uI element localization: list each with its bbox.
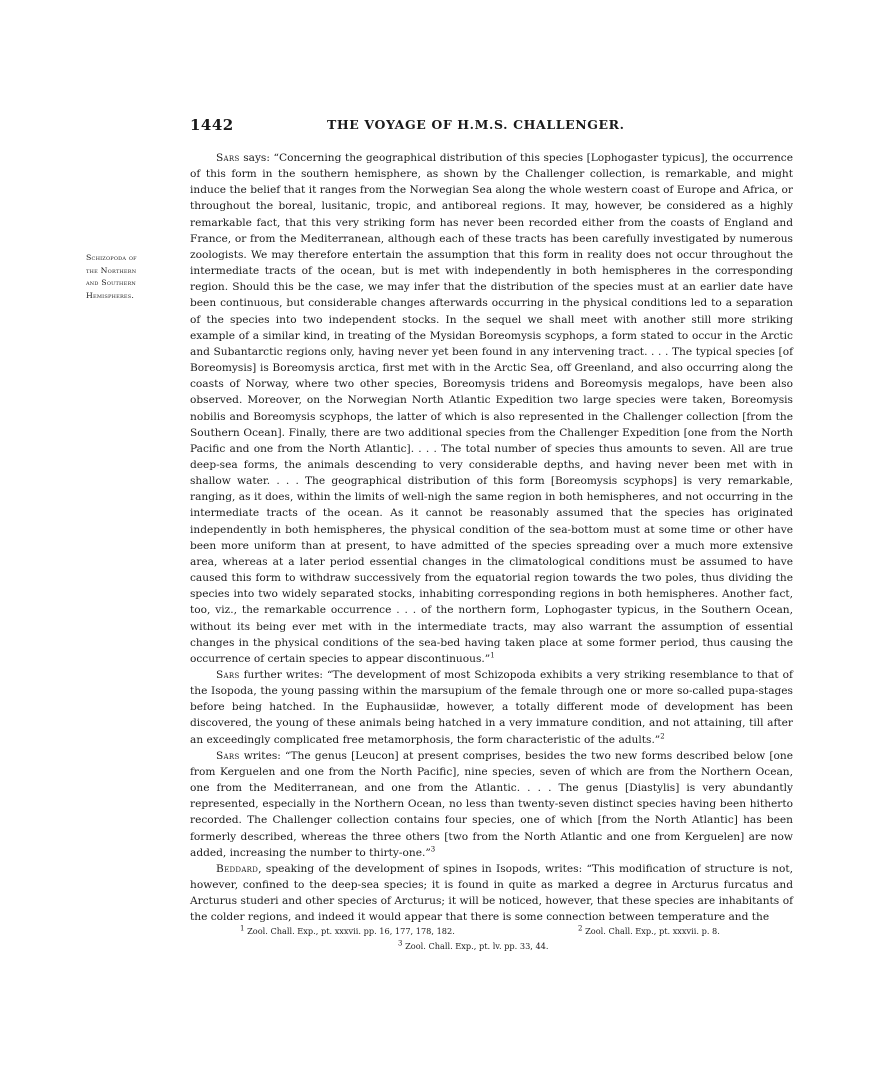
footnote	[398, 939, 549, 954]
footnote-mark: 3	[398, 939, 403, 948]
cited-author: Sars	[216, 152, 240, 164]
footnote-ref[interactable]: 2	[660, 732, 665, 741]
footnote-row	[190, 939, 793, 954]
running-title: THE VOYAGE OF H.M.S. CHALLENGER.	[327, 117, 625, 132]
paragraph	[190, 861, 793, 926]
footnotes	[190, 924, 793, 954]
footnote	[578, 924, 720, 939]
margin-note-line: Schizopoda of	[86, 253, 137, 262]
footnote-text: Zool. Chall. Exp., pt. lv. pp. 33, 44.	[405, 941, 549, 951]
footnote-ref[interactable]: 1	[490, 651, 495, 660]
intro-phrase: , speaking of the development of spines in Isopods, writes:	[258, 862, 587, 875]
margin-note	[86, 252, 181, 302]
intro-phrase: further writes:	[239, 669, 327, 681]
footnote	[240, 924, 455, 939]
margin-note-line: and Southern	[86, 278, 137, 287]
page-number: 1442	[190, 116, 234, 134]
cited-author: Beddard	[216, 862, 259, 875]
paragraph	[190, 748, 793, 861]
footnote-mark: 1	[240, 924, 245, 933]
quotation: “The genus [Leucon] at present comprises, besides the two new forms described below [one from Kerguelen and one from the North Pacific], nine species, seven of which are from the Northern Ocean, one from the Mediterranean, and one from the Atlantic. . . . The genus [Diastylis] is very abundantly represented, especially in the Northern Ocean, no less than twenty-seven distinct species having been hitherto recorded. The Challenger collection contains four species, one of which [from the North Atlantic] has been formerly described, whereas the three others [two from the North Atlantic and one from Kerguelen] are now added, increasing the number to thirty-one.”	[190, 749, 793, 859]
body-text	[190, 150, 793, 926]
footnote-ref[interactable]: 3	[430, 845, 436, 854]
quotation: “The development of most Schizopoda exhibits a very striking resemblance to that of the Isopoda, the young passing within the marsupium of the female through one or more so-called pupa-stages before being hatched. In the Euphausiidæ, however, a totally different mode of development has been discovered, the young of these animals being hatched in a very immature condition, and not attaining, till after an exceedingly complicated free metamorphosis, the form characteristic of the adults.”	[190, 669, 793, 746]
margin-note-line: Hemispheres.	[86, 290, 135, 300]
footnote-row	[190, 924, 793, 939]
footnote-mark: 2	[578, 924, 583, 933]
margin-note-line: the Northern	[86, 265, 137, 275]
intro-phrase: writes:	[239, 749, 286, 762]
footnote-text: Zool. Chall. Exp., pt. xxxvii. pp. 16, 177, 178, 182.	[247, 926, 455, 936]
intro-phrase: says:	[239, 152, 274, 164]
cited-author: Sars	[216, 749, 240, 762]
paragraph	[190, 150, 793, 667]
quotation: “Concerning the geographical distribution of this species [Lophogaster typicus], the occurrence of this form in the southern hemisphere, as shown by the Challenger collection, is remarkable, and might induce the belief that it ranges from the Norwegian Sea along the whole western coast of Europe and Africa, or throughout the boreal, lusitanic, tropic, and antiboreal regions. It may, however, be considered as a highly remarkable fact, that this very striking form has never been recorded either from the coasts of England and France, or from the Mediterranean, although each of these tracts has been carefully investigated by numerous zoologists. We may therefore entertain the assumption that this form in reality does not occur throughout the intermediate tracts of the ocean, but is met with independently in both hemispheres in the corresponding region. Should this be the case, we may infer that the distribution of the species must at an earlier date have been continuous, but considerable changes afterwards occurring in the physical conditions led to a separation of the species into two independent stocks. In the sequel we shall meet with another still more striking example of a similar kind, in treating of the Mysidan Boreomysis scyphops, a form stated to occur in the Arctic and Subantarctic regions only, having never yet been found in any intervening tract. . . . The typical species [of Boreomysis] is Boreomysis arctica, first met with in the Arctic Sea, off Greenland, and also occurring along the coasts of Norway, where two other species, Boreomysis tridens and Boreomysis megalops, have been also observed. Moreover, on the Norwegian North Atlantic Expedition two large species were taken, Boreomysis nobilis and Boreomysis scyphops, the latter of which is also represented in the Challenger collection [from the Southern Ocean]. Finally, there are two additional species from the Challenger Expedition [one from the North Pacific and one from the North Atlantic]. . . . The total number of species thus amounts to seven. All are true deep-sea forms, the animals descending to very considerable depths, and having never been met with in shallow water. . . . The geographical distribution of this form [Boreomysis scyphops] is very remarkable, ranging, as it does, within the limits of well-nigh the same region in both hemispheres, and not occurring in the intermediate tracts of the ocean. As it cannot be reasonably assumed that the species has originated independently in both hemispheres, the physical condition of the sea-bottom must at some time or other have been more uniform than at present, to have admitted of the species spreading over a much more extensive area, whereas at a later period essential changes in the climatological conditions must be assumed to have caused this form to withdraw successively from the equatorial region towards the two poles, thus dividing the species into two widely separated stocks, inhabiting corresponding regions in both hemispheres. Another fact, too, viz., the remarkable occurrence . . . of the northern form, Lophogaster typicus, in the Southern Ocean, without its being ever met with in the intermediate tracts, may also warrant the assumption of essential changes in the physical conditions of the sea-bed having taken place at some former period, thus causing the occurrence of certain species to appear discontinuous.”	[190, 152, 793, 665]
quotation: “This modification of structure is not, however, confined to the deep-sea species; it is found in quite as marked a degree in Arcturus furcatus and Arcturus studeri and other species of Arcturus; it will be noticed, however, that these species are inhabitants of the colder regions, and indeed it would appear that there is some connection between temperature and the	[190, 862, 793, 924]
footnote-text: Zool. Chall. Exp., pt. xxxvii. p. 8.	[585, 926, 720, 936]
page-header	[190, 116, 793, 136]
paragraph	[190, 667, 793, 748]
cited-author: Sars	[216, 669, 240, 681]
